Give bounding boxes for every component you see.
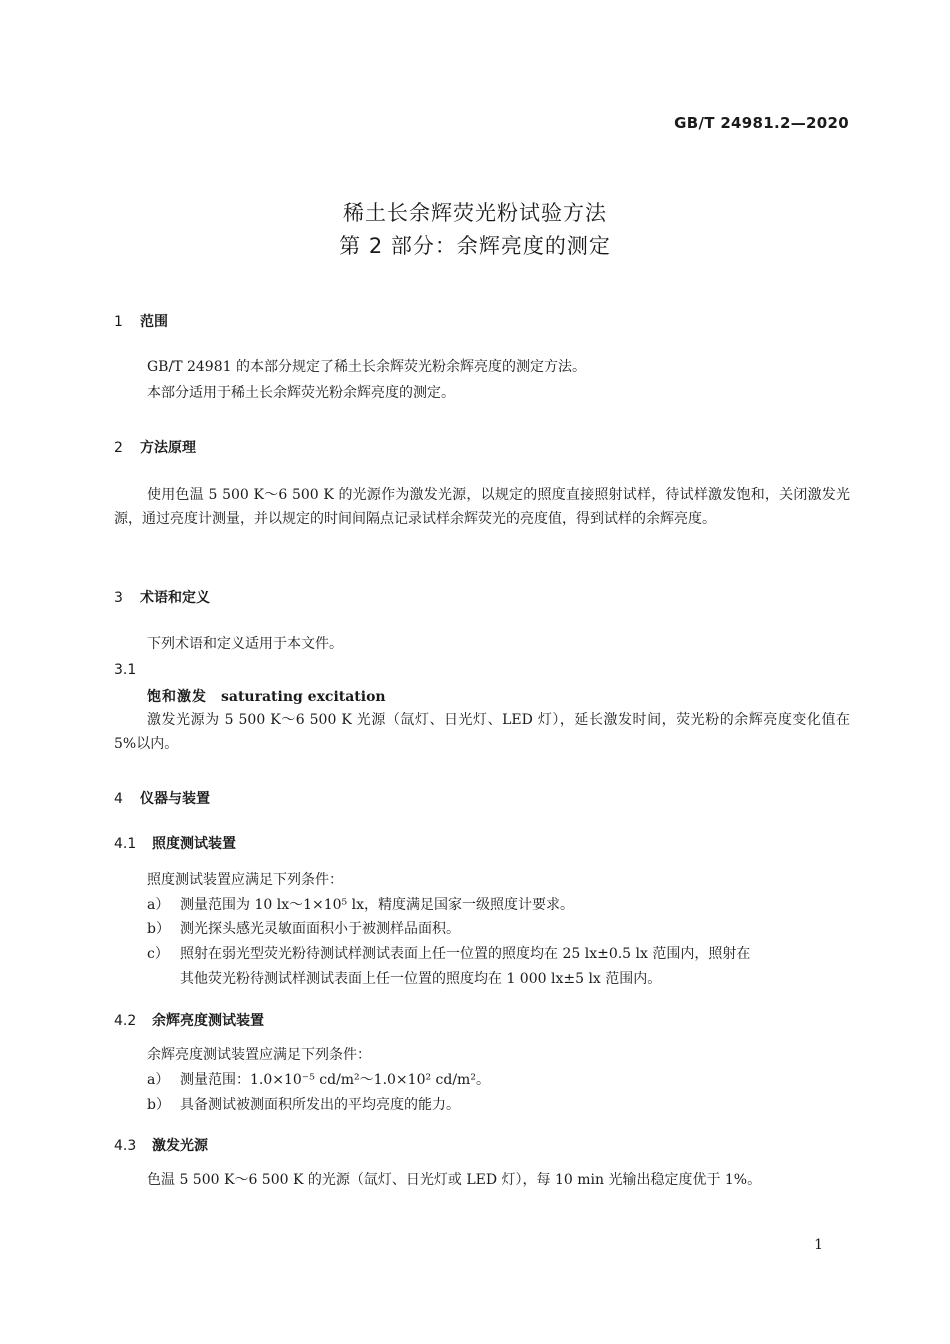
section-2-paragraph: 使用色温 5 500 K～6 500 K 的光源作为激发光源，以规定的照度直接照射试样，待试样激发饱和，关闭激发光源，通过亮度计测量，并以规定的时间间隔点记录试样余辉荧光的亮度值，得到试样的余辉亮度。 [114,487,850,527]
list-marker: c） [147,946,169,962]
section-title: 范围 [140,314,168,330]
section-4-heading [114,788,210,808]
list-text: 测量范围为 10 lx～1×10⁵ lx，精度满足国家一级照度计要求。 [180,897,574,913]
section-1-paragraph-2: 本部分适用于稀土长余辉荧光粉余辉亮度的测定。 [147,385,455,401]
subsection-4-2-heading [114,1010,264,1030]
section-title: 术语和定义 [140,590,210,606]
standard-code: GB/T 24981.2—2020 [674,114,849,132]
subsection-4-3-heading [114,1135,208,1155]
section-2-heading [114,437,196,457]
subsection-4-2-intro: 余辉亮度测试装置应满足下列条件： [147,1047,371,1063]
subsection-4-1-intro: 照度测试装置应满足下列条件： [147,872,343,888]
subsection-title: 余辉亮度测试装置 [152,1013,264,1029]
term-entry [147,686,386,706]
subsection-number: 4.3 [114,1138,137,1154]
section-number: 4 [114,791,123,807]
term-number: 3.1 [114,662,137,678]
term-definition: 激发光源为 5 500 K～6 500 K 光源（氙灯、日光灯、LED 灯），延长激发时间，荧光粉的余辉亮度变化值在 5%以内。 [114,712,850,752]
section-number: 2 [114,440,123,456]
section-3-heading [114,587,210,607]
term-chinese: 饱和激发 [147,689,207,705]
term-english: saturating excitation [221,689,386,705]
section-3-paragraph: 下列术语和定义适用于本文件。 [147,636,343,652]
section-title: 仪器与装置 [140,791,210,807]
list-text: 测光探头感光灵敏面面积小于被测样品面积。 [180,921,460,937]
list-text: 具备测试被测面积所发出的平均亮度的能力。 [180,1097,460,1113]
list-marker: b） [147,1097,170,1113]
section-number: 3 [114,590,123,606]
subsection-4-3-paragraph: 色温 5 500 K～6 500 K 的光源（氙灯、日光灯或 LED 灯），每 10 min 光输出稳定度优于 1%。 [147,1172,762,1188]
subsection-number: 4.1 [114,836,137,852]
document-title-line1: 稀土长余辉荧光粉试验方法 [343,201,607,225]
page-number: 1 [814,1237,823,1253]
list-marker: b） [147,921,170,937]
subsection-title: 激发光源 [152,1138,208,1154]
section-title: 方法原理 [140,440,196,456]
subsection-number: 4.2 [114,1013,137,1029]
document-title-line2: 第 2 部分：余辉亮度的测定 [339,234,611,258]
list-text: 照射在弱光型荧光粉待测试样测试表面上任一位置的照度均在 25 lx±0.5 lx 范围内，照射在 [180,946,751,962]
list-marker: a） [147,897,170,913]
list-text: 其他荧光粉待测试样测试表面上任一位置的照度均在 1 000 lx±5 lx 范围内。 [180,971,662,987]
section-1-paragraph-1: GB/T 24981 的本部分规定了稀土长余辉荧光粉余辉亮度的测定方法。 [147,359,586,375]
list-marker: a） [147,1072,170,1088]
section-1-heading [114,311,168,331]
list-text: 测量范围：1.0×10⁻⁵ cd/m²～1.0×10² cd/m²。 [180,1072,490,1088]
subsection-4-1-heading [114,833,236,853]
subsection-title: 照度测试装置 [152,836,236,852]
section-number: 1 [114,314,123,330]
